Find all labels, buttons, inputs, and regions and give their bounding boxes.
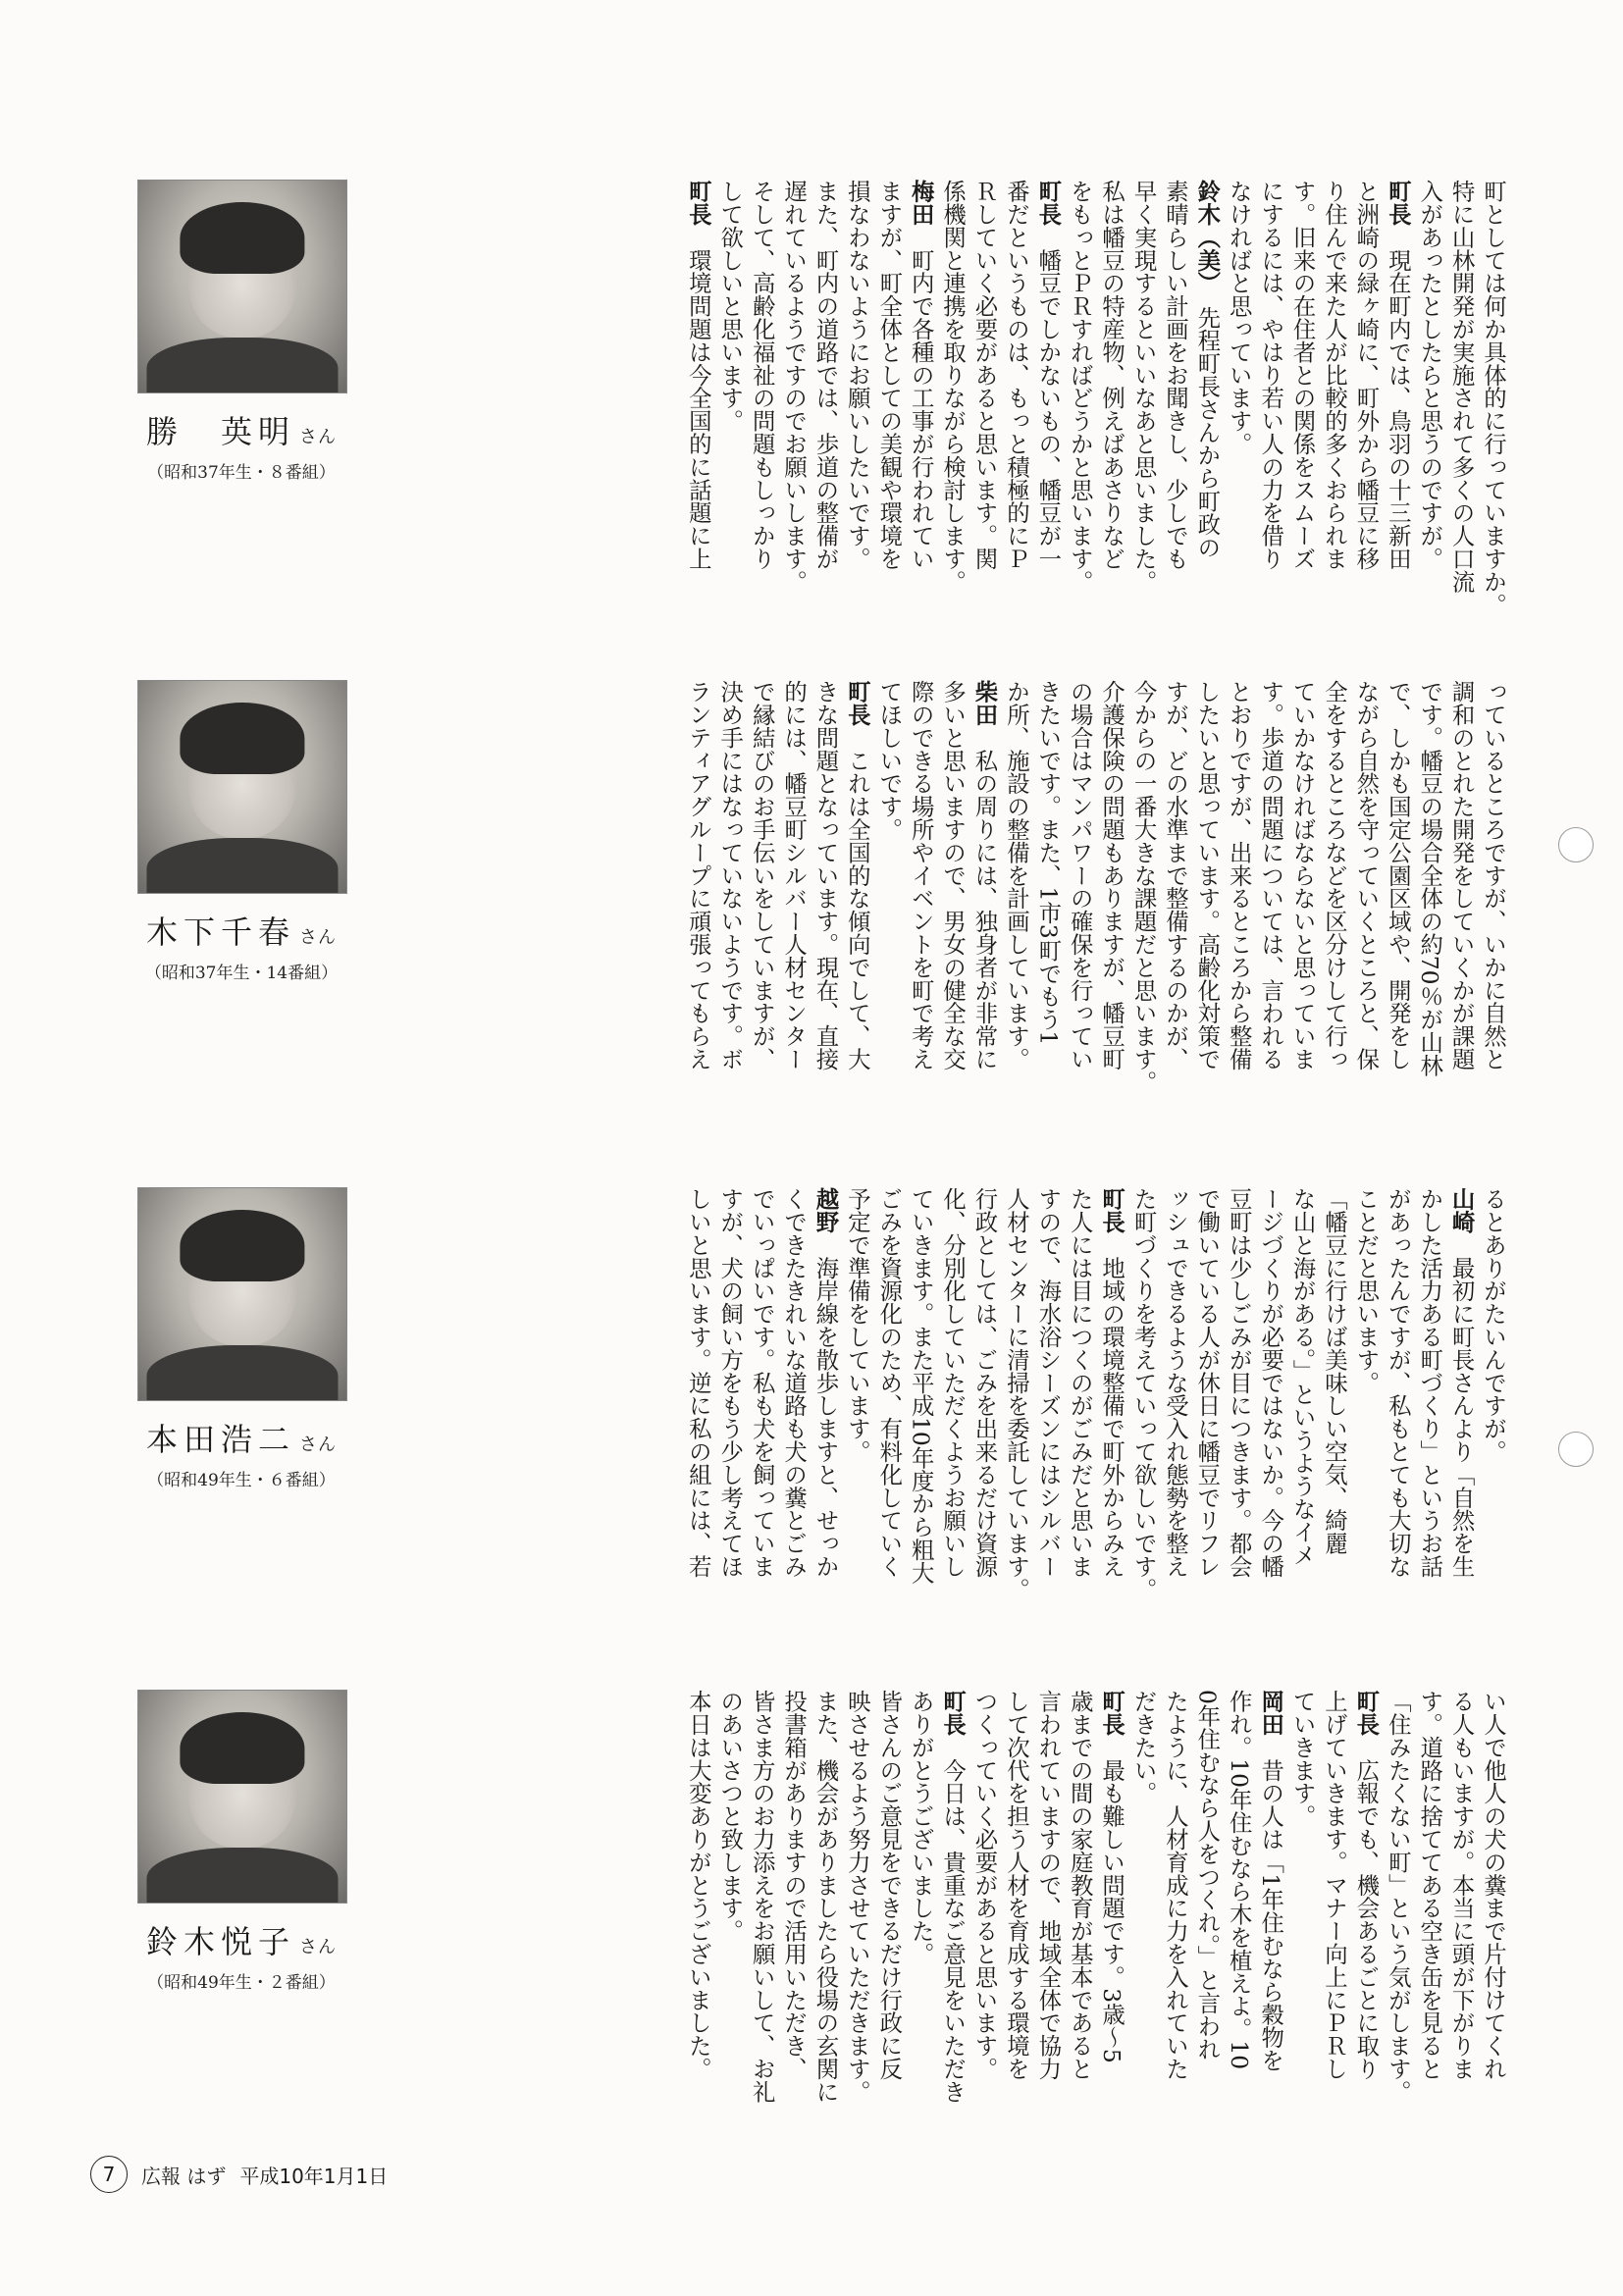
text-line: 町長 広報でも、機会あるごとに取り (1352, 1690, 1381, 2080)
text-line: 町長 幡豆でしかないもの、幡豆が一 (1034, 180, 1063, 570)
text-line: にするには、やはり若い人の力を借り (1257, 180, 1285, 570)
text-line: 皆さま方のお力添えをお願いして、お礼 (748, 1690, 776, 2104)
speaker-label: 町長 (939, 1690, 968, 1736)
text-line: た町づくりを考えていって欲しいです。 (1129, 1187, 1158, 1601)
text-line: 遅れているようですのでお願いします。 (780, 180, 809, 594)
text-line: 町長 最も難しい問題です。3歳～5 (1098, 1690, 1126, 2063)
text-line: 特に山林開発が実施されて多くの人口流 (1447, 180, 1476, 594)
text-line: して次代を担う人材を育成する環境を (1002, 1690, 1030, 2080)
text-line: ていかなければならないと思っていま (1288, 680, 1317, 1070)
person-birth-group: （昭和37年生・８番組） (147, 463, 336, 483)
text-line: したいと思っています。高齢化対策で (1193, 680, 1222, 1070)
text-line: だきたい。 (1129, 1690, 1158, 1804)
text-line: 入があったとしたらと思うのですが。 (1416, 180, 1444, 570)
person-card (137, 180, 345, 483)
text-line: でいっぱいです。私も犬を飼っていま (748, 1187, 776, 1578)
text-line: ランティアグループに頑張ってもらえ (684, 680, 712, 1070)
text-line: 梅田 町内で各種の工事が行われてい (907, 180, 935, 570)
text-line: 調和のとれた開発をしていくかが課題 (1447, 680, 1476, 1070)
text-line: そして、高齢化福祉の問題もしっかり (748, 180, 776, 570)
text-line: 山崎 最初に町長さんより「自然を生 (1447, 1187, 1476, 1578)
text-line: すので、海水浴シーズンにはシルバー (1034, 1187, 1063, 1578)
text-line: 皆さんのご意見をできるだけ行政に反 (875, 1690, 904, 2080)
binder-hole (1558, 1432, 1594, 1467)
text-line: 化、分別化していただくようお願いし (939, 1187, 968, 1578)
text-line: 岡田 昔の人は「1年住むなら穀物を (1257, 1690, 1285, 2072)
speaker-label: 町長 (684, 180, 712, 226)
speaker-label: 梅田 (907, 180, 935, 226)
text-line: 際のできる場所やイベントを町で考え (907, 680, 935, 1070)
dialogue-text-block (373, 180, 1509, 631)
text-line: っているところですが、いかに自然と (1480, 680, 1507, 1070)
text-line: をもっとＰＲすればどうかと思います。 (1066, 180, 1094, 594)
text-line: ますが、町全体としての美観や環境を (875, 180, 904, 570)
dialogue-text-block (373, 1690, 1509, 2121)
portrait-photo (137, 180, 347, 393)
text-line: か所、施設の整備を計画しています。 (1002, 680, 1030, 1070)
text-line: 今からの一番大きな課題だと思います。 (1129, 680, 1158, 1094)
page-number: 7 (90, 2156, 128, 2193)
text-line: たように、人材育成に力を入れていた (1161, 1690, 1189, 2080)
text-line: 私は幡豆の特産物、例えばあさりなど (1098, 180, 1126, 570)
text-line: 早く実現するといいなあと思いました。 (1129, 180, 1158, 594)
text-line: 鈴木（美） 先程町長さんから町政の (1193, 180, 1222, 559)
text-line: ージづくりが必要ではないか。今の幡 (1257, 1187, 1285, 1578)
text-line: 素晴らしい計画をお聞きし、少しでも (1161, 180, 1189, 570)
text-line: くできたきれいな道路も犬の糞とごみ (780, 1187, 809, 1578)
person-card (137, 1187, 345, 1490)
binder-hole (1558, 827, 1594, 862)
text-line: があったんですが、私もとても大切な (1384, 1187, 1412, 1578)
person-birth-group: （昭和37年生・14番組） (144, 964, 339, 983)
text-line: 越野 海岸線を散歩しますと、せっか (812, 1187, 840, 1578)
text-line: 0年住むなら人をつくれ。」と言われ (1193, 1690, 1222, 2061)
text-line: 町長 地域の環境整備で町外からみえ (1098, 1187, 1126, 1578)
person-name: 本田浩二 さん (145, 1421, 337, 1458)
text-line: また、機会がありましたら役場の玄関に (812, 1690, 840, 2104)
speaker-label: 町長 (1384, 180, 1412, 226)
text-line: きな問題となっています。現在、直接 (812, 680, 840, 1070)
text-line: また、町内の道路では、歩道の整備が (812, 180, 840, 570)
speaker-label: 町長 (1098, 1187, 1126, 1233)
text-line: な山と海がある。」というようなイメ (1288, 1187, 1317, 1567)
text-line: 本日は大変ありがとうございました。 (684, 1690, 712, 2080)
text-line: 町長 これは全国的な傾向でして、大 (843, 680, 871, 1070)
text-line: と洲崎の緑ヶ崎に、町外から幡豆に移 (1352, 180, 1381, 570)
text-line: のあいさつと致します。 (716, 1690, 745, 1943)
text-line: とおりですが、出来るところから整備 (1225, 680, 1253, 1070)
text-line: ていきます。 (1288, 1690, 1317, 1828)
speaker-label: 柴田 (970, 680, 999, 726)
speaker-label: 岡田 (1257, 1690, 1285, 1736)
text-line: すが、犬の飼い方をもう少し考えてほ (716, 1187, 745, 1578)
text-line: 歳までの間の家庭教育が基本であると (1066, 1690, 1094, 2080)
person-birth-group: （昭和49年生・２番組） (147, 1973, 336, 1993)
text-line: Ｒしていく必要があると思います。関 (970, 180, 999, 570)
text-line: り住んで来た人が比較的多くおられま (1320, 180, 1348, 570)
text-line: かした活力ある町づくり」というお話 (1416, 1187, 1444, 1578)
speaker-label: 町長 (1352, 1690, 1381, 1736)
portrait-photo (137, 1690, 347, 1904)
text-line: ことだと思います。 (1352, 1187, 1381, 1394)
text-line: 町長 環境問題は今全国的に話題に上 (684, 180, 712, 570)
person-name: 勝 英明 さん (145, 413, 337, 450)
speaker-label: 鈴木（美） (1193, 180, 1222, 284)
text-line: で縁結びのお手伝いをしていますが、 (748, 680, 776, 1070)
text-line: るとありがたいんですが。 (1480, 1187, 1507, 1463)
text-line: 上げていきます。マナー向上にＰＲし (1320, 1690, 1348, 2080)
speaker-label: 町長 (843, 680, 871, 726)
text-line: 「幡豆に行けば美味しい空気、綺麗 (1320, 1187, 1348, 1555)
speaker-label: 町長 (1034, 180, 1063, 226)
text-line: つくっていく必要があると思います。 (970, 1690, 999, 2080)
text-line: す。道路に捨ててある空き缶を見ると (1416, 1690, 1444, 2080)
publication-name: 広報 はず (141, 2164, 227, 2188)
text-line: ながら自然を守っていくところと、保 (1352, 680, 1381, 1070)
text-line: 言われていますので、地域全体で協力 (1034, 1690, 1063, 2080)
text-line: 的には、幡豆町シルバー人材センター (780, 680, 809, 1070)
speaker-label: 町長 (1098, 1690, 1126, 1736)
text-line: 映させるよう努力させていただきます。 (843, 1690, 871, 2104)
text-line: すが、どの水準まで整備するのかが、 (1161, 680, 1189, 1070)
text-line: 多いと思いますので、男女の健全な交 (939, 680, 968, 1070)
speaker-label: 越野 (812, 1187, 840, 1233)
text-line: 人材センターに清掃を委託しています。 (1002, 1187, 1030, 1601)
text-line: きたいです。また、1市3町でもう1 (1034, 680, 1063, 1046)
speaker-label: 山崎 (1447, 1187, 1476, 1233)
text-line: の場合はマンパワーの確保を行ってい (1066, 680, 1094, 1070)
text-line: ッシュできるような受入れ態勢を整え (1161, 1187, 1189, 1578)
dialogue-text-block (373, 1187, 1509, 1639)
page-footer (90, 2155, 388, 2194)
text-line: しいと思います。逆に私の組には、若 (684, 1187, 712, 1578)
text-line: 介護保険の問題もありますが、幡豆町 (1098, 680, 1126, 1070)
text-line: で、しかも国定公園区域や、開発をし (1384, 680, 1412, 1070)
text-line: 町長 現在町内では、鳥羽の十三新田 (1384, 180, 1412, 570)
text-line: す。旧来の在住者との関係をスムーズ (1288, 180, 1317, 570)
text-line: 柴田 私の周りには、独身者が非常に (970, 680, 999, 1070)
text-line: てほしいです。 (875, 680, 904, 841)
text-line: 町としては何か具体的に行っていますか。 (1480, 180, 1507, 616)
text-line: 「住みたくない町」という気がします。 (1384, 1690, 1412, 2104)
text-line: 全をするところなどを区分けして行っ (1320, 680, 1348, 1070)
text-line: 番だというものは、もっと積極的にＰ (1002, 180, 1030, 570)
text-line: 行政としては、ごみを出来るだけ資源 (970, 1187, 999, 1578)
text-line: 係機関と連携を取りながら検討します。 (939, 180, 968, 594)
person-name: 鈴木悦子 さん (145, 1923, 337, 1960)
person-birth-group: （昭和49年生・６番組） (147, 1471, 336, 1490)
text-line: して欲しいと思います。 (716, 180, 745, 433)
portrait-photo (137, 680, 347, 894)
text-line: 投書箱がありますので活用いただき、 (780, 1690, 809, 2080)
person-card (137, 1690, 345, 1993)
person-card (137, 680, 345, 983)
text-line: 作れ。10年住むなら木を植えよ。10 (1225, 1690, 1253, 2070)
text-line: なければと思っています。 (1225, 180, 1253, 455)
text-line: い人で他人の犬の糞まで片付けてくれ (1480, 1690, 1507, 2080)
text-line: 豆町は少しごみが目につきます。都会 (1225, 1187, 1253, 1578)
text-line: ごみを資源化のため、有料化していく (875, 1187, 904, 1578)
text-line: た人には目につくのがごみだと思いま (1066, 1187, 1094, 1578)
text-line: です。幡豆の場合全体の約70％が山林 (1416, 680, 1444, 1077)
text-line: ていきます。また平成10年度から粗大 (907, 1187, 935, 1585)
text-line: で働いている人が休日に幡豆でリフレ (1193, 1187, 1222, 1578)
dialogue-text-block (373, 680, 1509, 1131)
text-line: 予定で準備をしています。 (843, 1187, 871, 1463)
text-line: す。歩道の問題については、言われる (1257, 680, 1285, 1070)
text-line: る人もいますが。本当に頭が下がりま (1447, 1690, 1476, 2080)
portrait-photo (137, 1187, 347, 1401)
text-line: 決め手にはなっていないようです。ボ (716, 680, 745, 1070)
publication-date: 平成10年1月1日 (239, 2164, 389, 2188)
text-line: 町長 今日は、貴重なご意見をいただきありがとうございました。 (907, 1690, 968, 2104)
person-name: 木下千春 さん (145, 913, 337, 951)
text-line: 損なわないようにお願いしたいです。 (843, 180, 871, 570)
